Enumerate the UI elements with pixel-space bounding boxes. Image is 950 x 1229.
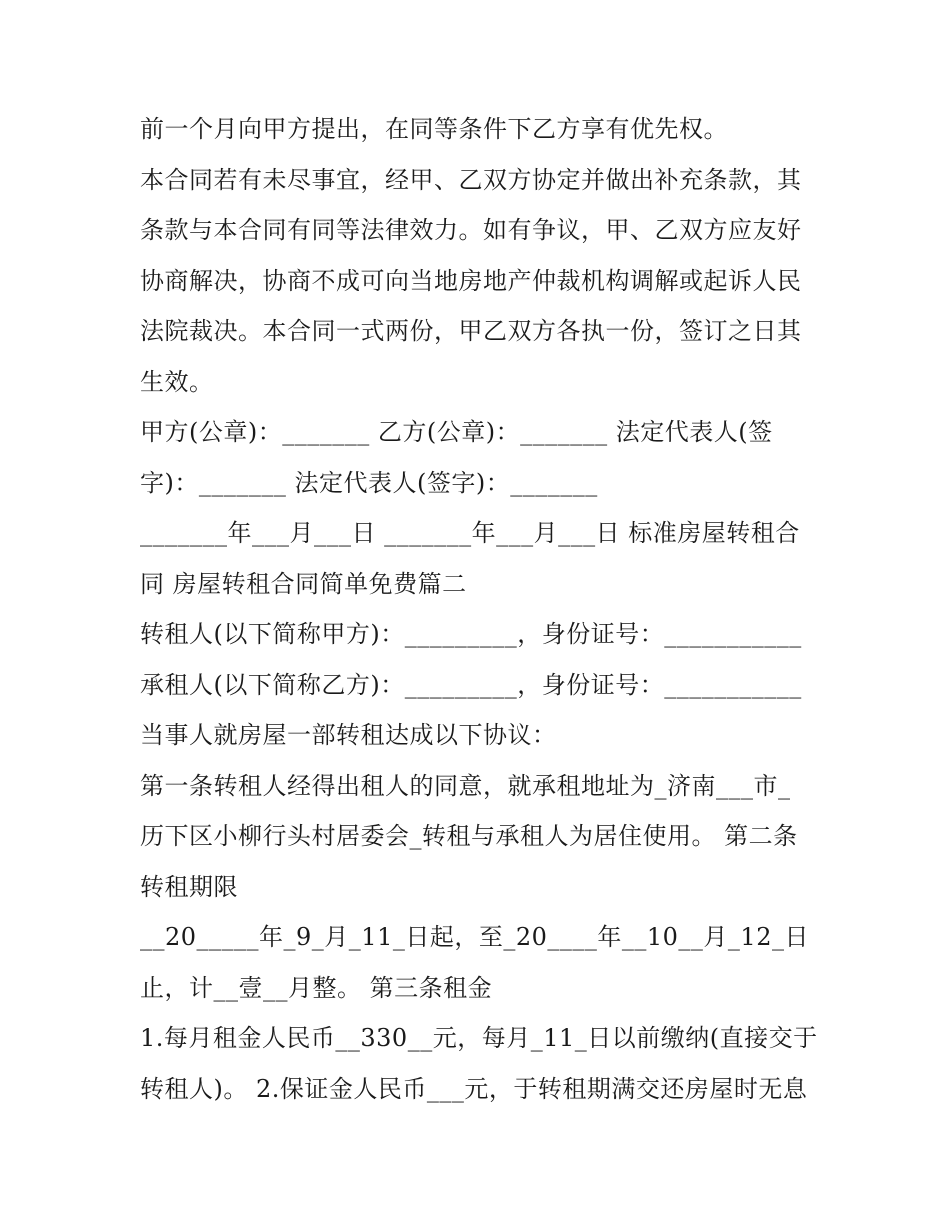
- text-line: __20_____年_9_月_11_日起，至_20____年__10__月_12_日: [140, 923, 809, 951]
- document-body: [140, 104, 820, 1114]
- text-line: 法院裁决。本合同一式两份，甲乙双方各执一份，签订之日其: [140, 317, 802, 345]
- text-line: 协商解决，协商不成可向当地房地产仲裁机构调解或起诉人民: [140, 266, 802, 295]
- section-title: 同 房屋转租合同简单免费篇二: [140, 569, 467, 598]
- party-line: 承租人(以下简称乙方)：_________，身份证号：___________: [140, 670, 802, 699]
- text-line: 转租期限: [140, 872, 238, 901]
- text-line: 当事人就房屋一部转租达成以下协议：: [140, 721, 557, 749]
- text-line: 本合同若有未尽事宜，经甲、乙双方协定并做出补充条款，其: [140, 165, 802, 194]
- date-line: _______年___月___日 _______年___月___日 标准房屋转租合: [140, 519, 800, 547]
- party-line: 转租人(以下简称甲方)：_________，身份证号：___________: [140, 620, 802, 648]
- text-line: 前一个月向甲方提出，在同等条件下乙方享有优先权。: [140, 115, 728, 143]
- text-line: 1.每月租金人民币__330__元，每月_11_日以前缴纳(直接交于: [140, 1024, 818, 1052]
- text-line: 止，计__壹__月整。 第三条租金: [140, 973, 493, 1002]
- text-line: 历下区小柳行头村居委会_转租与承租人为居住使用。 第二条: [140, 822, 798, 850]
- text-line: 生效。: [140, 367, 214, 396]
- text-line: 转租人)。 2.保证金人民币___元，于转租期满交还房屋时无息: [140, 1074, 808, 1103]
- text-line: 第一条转租人经得出租人的同意，就承租地址为_济南___市_: [140, 771, 791, 800]
- signature-line: 字)：_______ 法定代表人(签字)：_______: [140, 468, 598, 497]
- text-line: 条款与本合同有同等法律效力。如有争议，甲、乙双方应友好: [140, 216, 802, 244]
- signature-line: 甲方(公章)：_______ 乙方(公章)：_______ 法定代表人(签: [140, 418, 773, 446]
